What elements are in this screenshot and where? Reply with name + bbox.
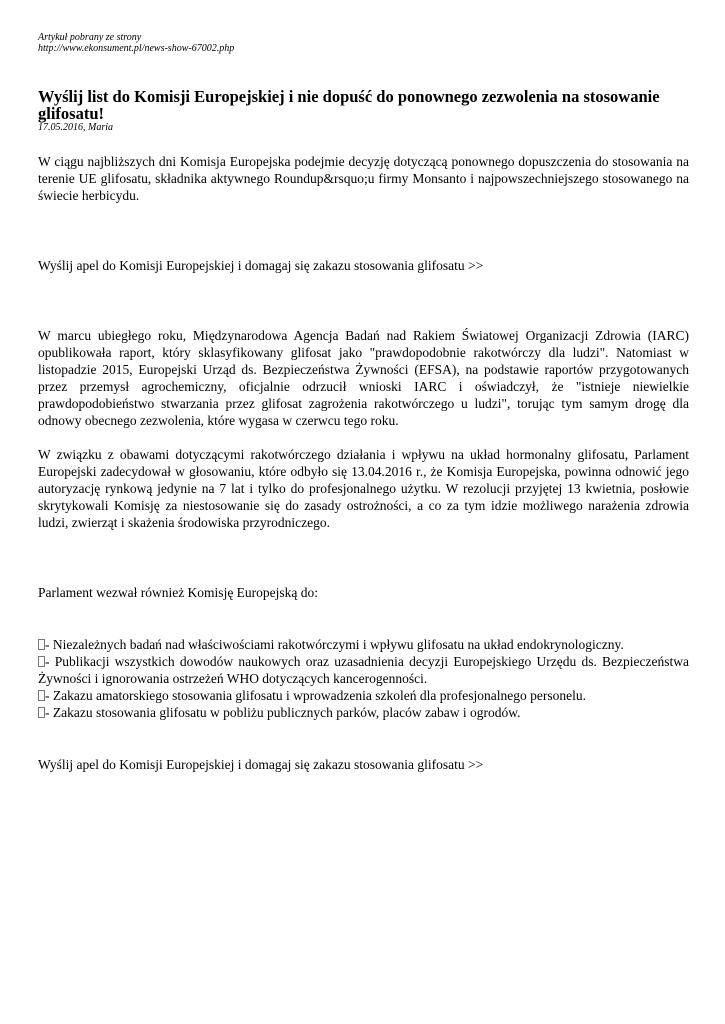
demands-list: [38, 636, 689, 721]
appeal-link-bottom[interactable]: Wyślij apel do Komisji Europejskiej i domagaj się zakazu stosowania glifosatu >>: [38, 757, 484, 772]
paragraph-iarc: W marcu ubiegłego roku, Międzynarodowa Agencja Badań nad Rakiem Światowej Organizacji Zdrowia (IARC) opublikowała raport, który sklasyfikowany glifosat jako "prawdopodobnie rakotwórczy dla ludzi". Natomiast w listopadzie 2015, Europejski Urząd ds. Bezpieczeństwa Żywności (EFSA), na podstawie raportów przygotowanych przez przemysł agrochemiczny, oficjalnie odrzucił wnioski IARC i oświadczył, że "istnieje niewielkie prawdopodobieństwo stwarzania przez glifosat zagrożenia rakotwórczego u ludzi", torując tym samym drogę dla odnowy obecnego zezwolenia, które wygasa w czerwcu tego roku.: [38, 328, 689, 428]
list-item: [38, 636, 689, 653]
list-item-text: - Zakazu amatorskiego stosowania glifosatu i wprowadzenia szkoleń dla profesjonalnego personelu.: [45, 688, 586, 703]
call-to-action-bottom: [38, 756, 689, 773]
paragraph-parliament: W związku z obawami dotyczącymi rakotwórczego działania i wpływu na układ hormonalny glifosatu, Parlament Europejski zadecydował w głosowaniu, które odbyło się 13.04.2016 r., że Komisja Europejska, powinna odnowić jego autoryzację rynkową jedynie na 7 lat i tylko do profesjonalnego użytku. W rezolucji przyjętej 13 kwietnia, posłowie skrytykowali Komisję za niestosowanie się do zasady ostrożności, a co za tym idzie możliwego narażenia zdrowia ludzi, zwierząt i skażenia środowiska przyrodniczego.: [38, 447, 689, 530]
document-page: [38, 32, 689, 773]
list-item: [38, 687, 689, 704]
bullet-box-icon: [38, 707, 45, 718]
article-meta: 17.05.2016, Maria: [38, 122, 113, 133]
source-label: Artykuł pobrany ze strony: [38, 32, 142, 43]
list-lead: Parlament wezwał również Komisję Europejską do:: [38, 585, 319, 600]
bullet-box-icon: [38, 690, 45, 701]
source-url: http://www.ekonsument.pl/news-show-67002.php: [38, 43, 235, 54]
list-item: [38, 704, 689, 721]
list-item-text: - Niezależnych badań nad właściwościami rakotwórczymi i wpływu glifosatu na układ endokrynologiczny.: [45, 637, 624, 652]
list-item: [38, 653, 689, 687]
bullet-box-icon: [38, 639, 45, 650]
paragraph-intro: W ciągu najbliższych dni Komisja Europejska podejmie decyzję dotyczącą ponownego dopuszczenia do stosowania na terenie UE glifosatu, składnika aktywnego Roundup&rsquo;u firmy Monsanto i najpowszechniejszego stosowanego na świecie herbicydu.: [38, 154, 689, 203]
bullet-box-icon: [38, 656, 45, 667]
article-title: Wyślij list do Komisji Europejskiej i nie dopuść do ponownego zezwolenia na stosowanie glifosatu!: [38, 87, 660, 123]
list-item-text: - Zakazu stosowania glifosatu w pobliżu publicznych parków, placów zabaw i ogrodów.: [45, 705, 521, 720]
call-to-action-top: [38, 257, 689, 274]
list-item-text: - Publikacji wszystkich dowodów naukowych oraz uzasadnienia decyzji Europejskiego Urzędu ds. Bezpieczeństwa Żywności i ignorowania ostrzeżeń WHO dotyczących kancerogenności.: [38, 654, 689, 686]
appeal-link-top[interactable]: Wyślij apel do Komisji Europejskiej i domagaj się zakazu stosowania glifosatu >>: [38, 258, 484, 273]
source-header: [38, 32, 689, 54]
